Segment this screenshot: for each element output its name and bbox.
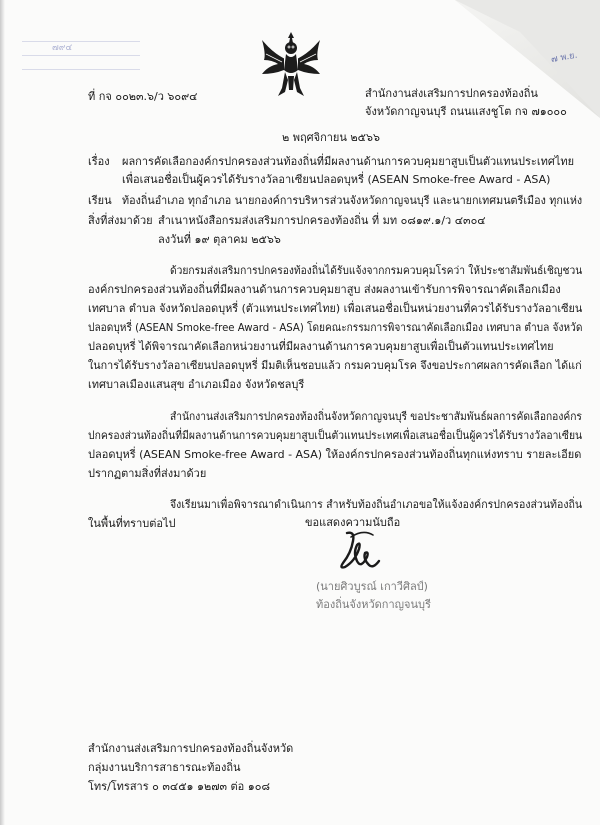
reference-number: ที่ กจ ๐๐๒๓.๖/ว ๖๐๙๔ [88, 90, 198, 103]
subject-line: เพื่อเสนอชื่อเป็นผู้ควรได้รับรางวัลอาเซียนปลอดบุหรี่ (ASEAN Smoke-free Award - ASA) [122, 173, 551, 186]
signature-icon [333, 527, 393, 575]
footer-office: สำนักงานส่งเสริมการปกครองท้องถิ่นจังหวัด [88, 742, 294, 755]
body-paragraph-line: ปกครองส่วนท้องถิ่นที่มีผลงานด้านการควบคุมยาสูบเป็นตัวแทนประเทศเพื่อเสนอชื่อเป็นผู้ควรได้รับรางวัลอาเซียน [88, 429, 583, 442]
footer-phone: โทร/โทรสาร ๐ ๓๔๕๑ ๑๒๗๓ ต่อ ๑๐๘ [88, 780, 270, 793]
closing-salutation: ขอแสดงความนับถือ [305, 516, 401, 529]
signer-name: (นายศิวบูรณ์ เกาวีศิลป์) [316, 580, 428, 593]
recipient-text: ท้องถิ่นอำเภอ ทุกอำเภอ นายกองค์การบริหารส่วนจังหวัดกาญจนบุรี และนายกเทศมนตรีเมือง ทุกแห่ง [122, 194, 583, 207]
attachment-line: สำเนาหนังสือกรมส่งเสริมการปกครองท้องถิ่น ที่ มท ๐๘๑๙.๑/ว ๔๓๐๔ [158, 214, 486, 227]
receipt-stamp-line: ๗๙๔ [22, 42, 140, 56]
attachment-label: สิ่งที่ส่งมาด้วย [88, 214, 153, 227]
body-paragraph-line: จึงเรียนมาเพื่อพิจารณาดำเนินการ สำหรับท้องถิ่นอำเภอขอให้แจ้งองค์กรปกครองส่วนท้องถิ่น [170, 498, 583, 511]
body-paragraph-line: ในพื้นที่ทราบต่อไป [88, 517, 176, 530]
footer-group: กลุ่มงานบริการสาธารณะท้องถิ่น [88, 761, 241, 774]
body-paragraph-line: ปลอดบุหรี่ (ASEAN Smoke-free Award - ASA) ให้องค์กรปกครองส่วนท้องถิ่นทุกแห่งทราบ รายละเอียด [88, 448, 582, 461]
page-edge-shadow [0, 0, 5, 825]
body-paragraph-line: สำนักงานส่งเสริมการปกครองท้องถิ่นจังหวัดกาญจนบุรี ขอประชาสัมพันธ์ผลการคัดเลือกองค์กร [170, 410, 582, 423]
body-paragraph-line: ด้วยกรมส่งเสริมการปกครองท้องถิ่นได้รับแจ้งจากกรมควบคุมโรคว่า ให้ประชาสัมพันธ์เชิญชวน [170, 264, 583, 277]
document-date: ๒ พฤศจิกายน ๒๕๖๖ [282, 131, 380, 144]
receipt-stamp [22, 28, 140, 88]
body-paragraph-line: องค์กรปกครองส่วนท้องถิ่นที่มีผลงานด้านการควบคุมยาสูบ ส่งผลงานเข้ารับการพิจารณาคัดเลือกเมือง [88, 283, 561, 296]
recipient-label: เรียน [88, 194, 112, 207]
receipt-stamp-line [22, 56, 140, 70]
signer-title: ท้องถิ่นจังหวัดกาญจนบุรี [316, 598, 431, 611]
body-paragraph-line: ปลอดบุหรี่ (ASEAN Smoke-free Award - ASA) โดยคณะกรรมการพิจารณาคัดเลือกเมือง เทศบาล ตำบล จังหวัด [88, 321, 583, 334]
receipt-stamp-line [22, 28, 140, 42]
subject-label: เรื่อง [88, 155, 110, 168]
issuing-office: สำนักงานส่งเสริมการปกครองท้องถิ่น [365, 87, 538, 100]
body-paragraph-line: ในการได้รับรางวัลอาเซียนปลอดบุหรี่ มีมติเห็นชอบแล้ว กรมควบคุมโรค จึงขอประกาศผลการคัดเลือก ได้แก่ [88, 359, 582, 372]
fold-stamp: ๗ พ.ย. [550, 50, 579, 66]
body-paragraph-line: เทศบาล ตำบล จังหวัดปลอดบุหรี่ (ตัวแทนประเทศไทย) เพื่อเสนอชื่อเป็นหน่วยงานที่ควรได้รับรางวัลอาเซียน [88, 302, 583, 315]
garuda-emblem-icon [258, 30, 324, 102]
issuing-office-address: จังหวัดกาญจนบุรี ถนนแสงชูโต กจ ๗๑๐๐๐ [365, 105, 567, 118]
attachment-line: ลงวันที่ ๑๙ ตุลาคม ๒๕๖๖ [158, 233, 281, 246]
body-paragraph-line: ปรากฏตามสิ่งที่ส่งมาด้วย [88, 467, 207, 480]
subject-line: ผลการคัดเลือกองค์กรปกครองส่วนท้องถิ่นที่มีผลงานด้านการควบคุมยาสูบเป็นตัวแทนประเทศไทย [122, 155, 575, 168]
body-paragraph-line: เทศบาลเมืองแสนสุข อำเภอเมือง จังหวัดชลบุรี [88, 378, 305, 391]
body-paragraph-line: ปลอดบุหรี่ ได้พิจารณาคัดเลือกหน่วยงานที่มีผลงานด้านการควบคุมยาสูบเพื่อเป็นตัวแทนประเทศไทย [88, 340, 554, 353]
